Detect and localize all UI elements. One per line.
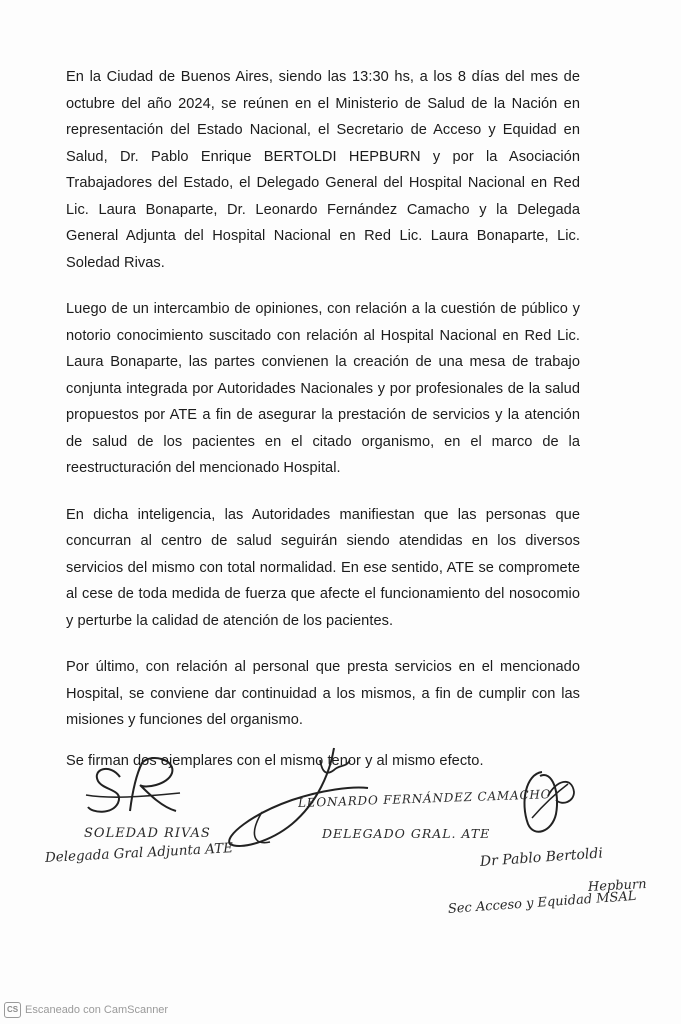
paragraph-commitment: En dicha inteligencia, las Autoridades manifiestan que las personas que concurran al centro de salud seguirán siendo atendidas en los diversos servicios del mismo con total normalidad. En ese sentido, ATE se compromete al cese de toda medida de fuerza que afecte el funcionamiento del nosocomio y perturbe la calidad de atención de los pacientes. (66, 506, 580, 629)
signature-camacho-name: LEONARDO FERNÁNDEZ CAMACHO (297, 787, 552, 810)
signature-bertoldi-name: Dr Pablo Bertoldi (479, 845, 604, 870)
signature-bertoldi-surname: Hepburn (587, 876, 647, 895)
signature-camacho-role: DELEGADO GRAL. ATE (322, 826, 491, 841)
scanner-watermark (4, 1002, 168, 1018)
signature-rivas-name: SOLEDAD RIVAS (84, 826, 211, 841)
paragraph-agreement: Luego de un intercambio de opiniones, con relación a la cuestión de público y notorio conocimiento suscitado con relación al Hospital Nacional en Red Lic. Laura Bonaparte, las partes convienen la creación de una mesa de trabajo conjunta integrada por Autoridades Nacionales y por profesionales de la salud propuestos por ATE a fin de asegurar la prestación de servicios y la atención de salud de los pacientes en el citado organismo, en el marco de la reestructuración del mencionado Hospital. (66, 301, 580, 476)
scanner-watermark-text: Escaneado con CamScanner (25, 1004, 169, 1016)
signature-bertoldi-role: Sec Acceso y Equidad MSAL (447, 888, 637, 917)
paragraph-closing: Se firman dos ejemplares con el mismo tenor y al mismo efecto. (66, 752, 484, 769)
signature-rivas-scrawl (80, 755, 190, 825)
signature-bertoldi-scrawl (512, 762, 582, 842)
paragraph-opening: En la Ciudad de Buenos Aires, siendo las 13:30 hs, a los 8 días del mes de octubre del año 2024, se reúnen en el Ministerio de Salud de la Nación en representación del Estado Nacional, el Secretario de Acceso y Equidad en Salud, Dr. Pablo Enrique BERTOLDI HEPBURN y por la Asociación Trabajadores del Estado, el Delegado General del Hospital Nacional en Red Lic. Laura Bonaparte, Dr. Leonardo Fernández Camacho y la Delegada General Adjunta del Hospital Nacional en Red Lic. Laura Bonaparte, Lic. Soledad Rivas. (66, 69, 580, 271)
camscanner-logo-icon: CS (4, 1002, 21, 1018)
signature-rivas-role: Delegada Gral Adjunta ATE (44, 840, 234, 866)
paragraph-staff-continuity: Por último, con relación al personal que presta servicios en el mencionado Hospital, se conviene dar continuidad a los mismos, a fin de cumplir con las misiones y funciones del organismo. (66, 659, 580, 728)
